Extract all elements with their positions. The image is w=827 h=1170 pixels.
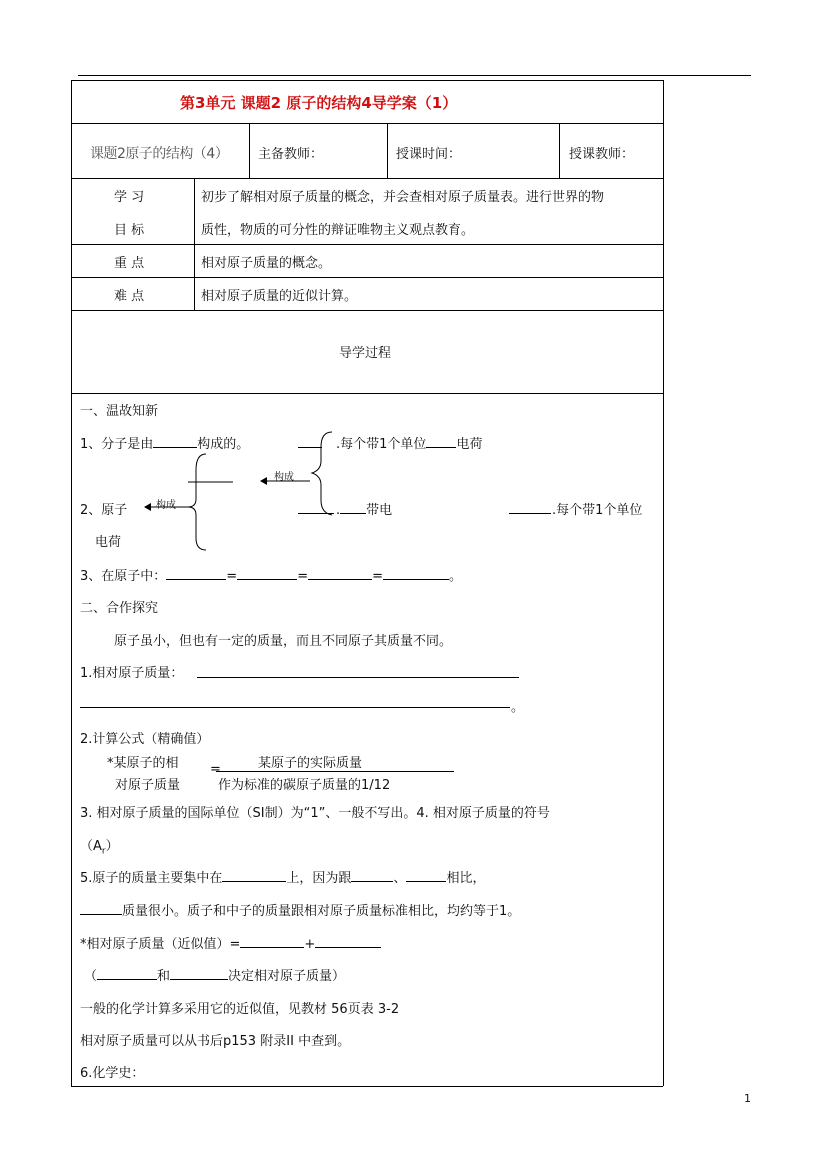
branch-mid-text: . 带电: [336, 499, 392, 518]
teacher-label: 主备教师：: [258, 147, 324, 162]
answer-blank[interactable]: [197, 664, 519, 678]
section2-heading: 二、合作探究: [80, 601, 159, 616]
table-border-left: [71, 80, 72, 1086]
compose-label-2: 构成: [156, 500, 176, 511]
answer-blank[interactable]: [222, 868, 286, 882]
item5-line2: 质量很小。质子和中子的质量跟相对原子质量标准相比，均约等于1。: [80, 900, 520, 919]
formula-left-2: 对原子质量: [115, 778, 181, 793]
answer-blank[interactable]: [298, 500, 334, 514]
def-label: 1.相对原子质量：: [80, 666, 184, 681]
q2-cont: 电荷: [95, 535, 122, 550]
item3-line: 3. 相对原子质量的国际单位（SI制）为“1”、一般不写出。4. 相对原子质量的符号: [80, 806, 550, 821]
key-point-text: 相对原子质量的概念。: [201, 256, 332, 271]
guide-title: 导学过程: [339, 346, 392, 361]
formula-denominator: 作为标准的碳原子质量的1/12: [218, 778, 391, 793]
formula-heading: 2.计算公式（精确值）: [80, 732, 210, 747]
table-border-right: [663, 80, 664, 1086]
answer-blank[interactable]: [351, 868, 393, 882]
answer-blank[interactable]: [237, 566, 297, 580]
answer-blank[interactable]: [80, 901, 122, 915]
answer-blank[interactable]: [166, 566, 226, 580]
row-sep: [71, 277, 663, 278]
answer-blank[interactable]: [509, 500, 551, 514]
history-heading: 6.化学史：: [80, 1066, 145, 1081]
section1-heading: 一、温故知新: [80, 404, 159, 419]
col-sep: [387, 123, 388, 178]
answer-blank[interactable]: [426, 434, 456, 448]
lesson-title-image: 课题2原子的结构（4）: [90, 146, 229, 162]
objectives-label-2: 目 标: [114, 223, 145, 238]
general-line: 一般的化学计算多采用它的近似值，见教材 56页表 3-2: [80, 1002, 400, 1017]
q3-line: 3、在原子中： = = = 。: [80, 565, 462, 584]
objectives-text-1: 初步了解相对原子质量的概念，并会查相对原子质量表。进行世界的物: [201, 190, 605, 205]
answer-blank[interactable]: [97, 966, 157, 980]
row-sep: [71, 123, 663, 124]
branch-top-text: .每个带1个单位 电荷: [336, 433, 482, 452]
formula-left-1: *某原子的相: [107, 756, 179, 771]
q1-line: 1、分子是由 构成的。: [80, 433, 249, 452]
item5-line1: 5.原子的质量主要集中在 上，因为跟 、 相比，: [80, 867, 485, 886]
formula-numerator: 某原子的实际质量: [258, 756, 363, 771]
section2-intro: 原子虽小，但也有一定的质量，而且不同原子其质量不同。: [114, 634, 453, 649]
answer-blank[interactable]: [315, 934, 381, 948]
appendix-line: 相对原子质量可以从书后p153 附录II 中查到。: [80, 1034, 351, 1049]
page-number: 1: [744, 1092, 751, 1105]
page-title: 第3单元 课题2 原子的结构4导学案（1）: [180, 94, 458, 112]
time-label: 授课时间：: [396, 147, 462, 162]
col-sep: [194, 178, 195, 310]
q2-prefix: 2、原子: [80, 503, 128, 518]
table-border-bottom: [71, 1086, 663, 1087]
compose-label-1: 构成: [274, 472, 294, 483]
key-point-label: 重 点: [114, 256, 145, 271]
row-sep: [71, 310, 663, 311]
structure-diagram: [140, 425, 350, 560]
decide-line: （ 和 决定相对原子质量）: [84, 965, 345, 984]
answer-blank[interactable]: [406, 868, 446, 882]
row-sep: [71, 178, 663, 179]
difficulty-label: 难 点: [114, 289, 145, 304]
col-sep: [249, 123, 250, 178]
difficulty-text: 相对原子质量的近似计算。: [201, 289, 358, 304]
col-sep: [559, 123, 560, 178]
table-border-top: [71, 80, 663, 81]
row-sep: [71, 393, 663, 394]
answer-blank[interactable]: [383, 566, 449, 580]
approx-line: *相对原子质量（近似值）= +: [80, 933, 381, 952]
branch-right-text: .每个带1个单位: [552, 503, 643, 518]
lecturer-label: 授课教师：: [569, 147, 635, 162]
answer-blank[interactable]: [308, 566, 372, 580]
answer-blank[interactable]: [80, 694, 510, 708]
objectives-label-1: 学 习: [114, 190, 145, 205]
row-sep: [71, 244, 663, 245]
objectives-text-2: 质性，物质的可分性的辩证唯物主义观点教育。: [201, 223, 475, 238]
formula-eq: =: [210, 762, 221, 777]
header-rule: [78, 75, 751, 76]
answer-blank[interactable]: [240, 934, 304, 948]
answer-blank[interactable]: [170, 966, 228, 980]
answer-blank[interactable]: [340, 500, 366, 514]
fraction-bar: [216, 771, 454, 772]
def-end: 。: [511, 700, 525, 715]
symbol-line: $(A_r)$: [80, 839, 119, 857]
